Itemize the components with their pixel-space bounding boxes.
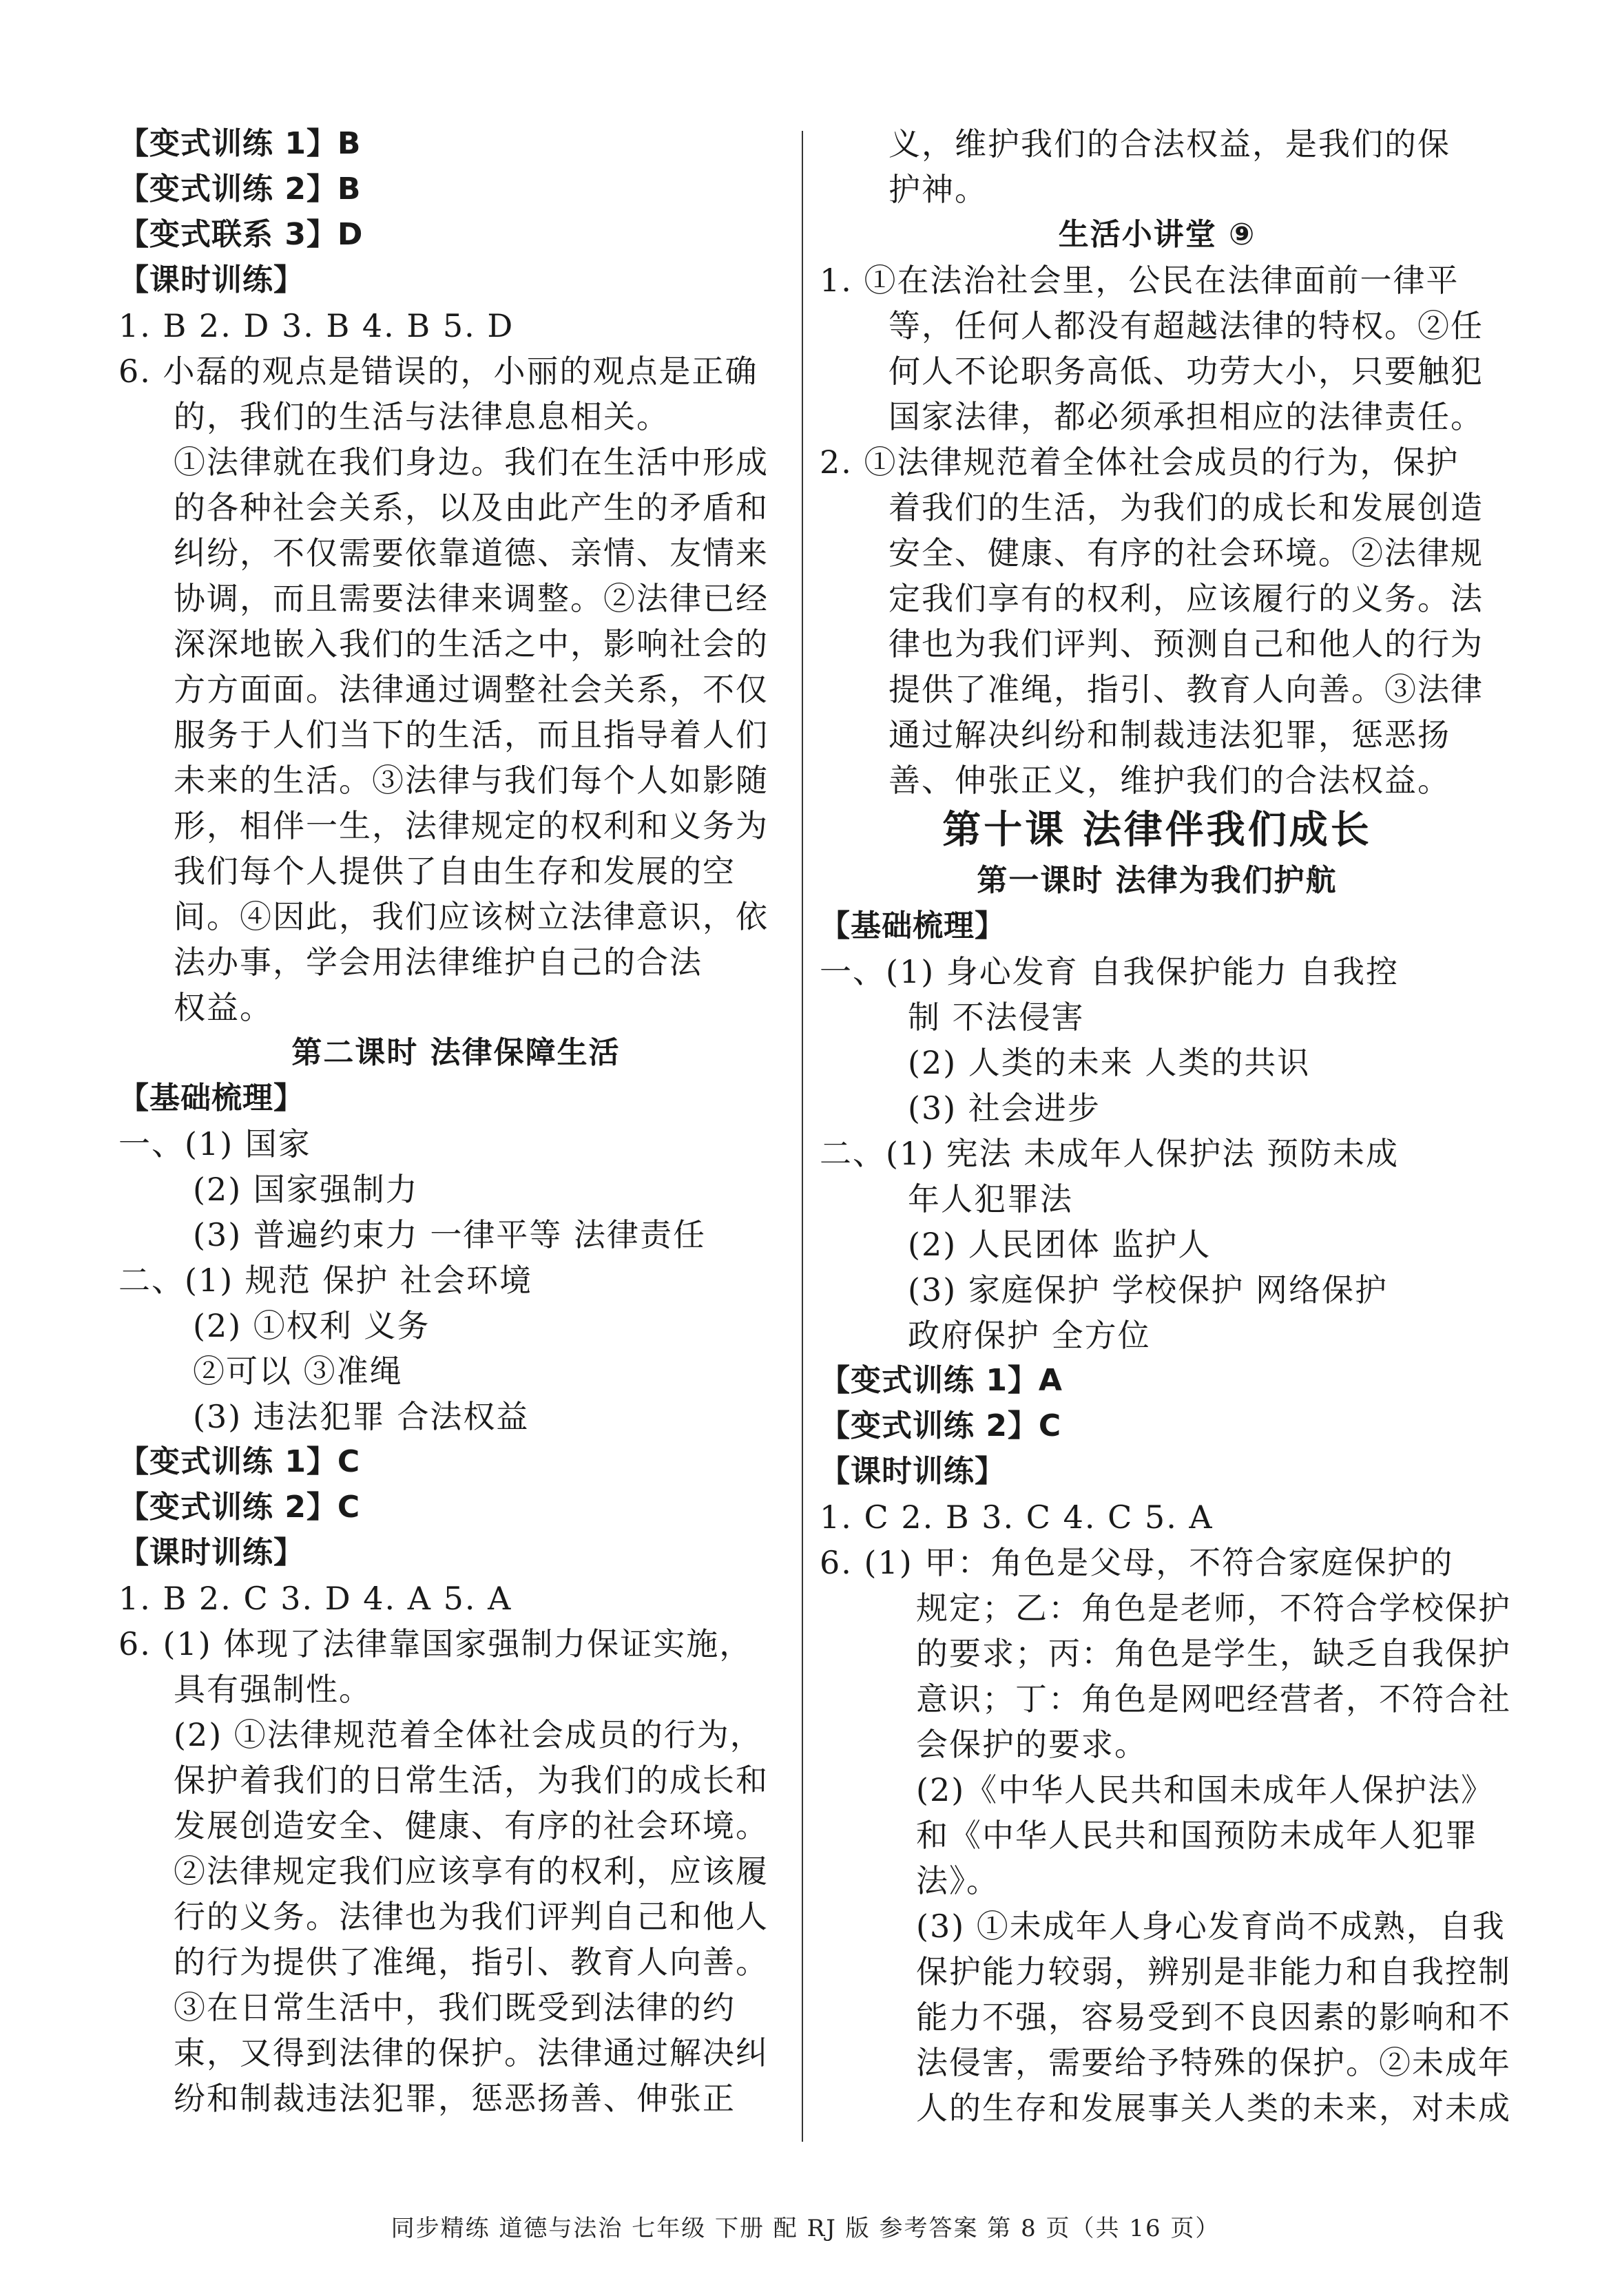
right-line: 一、(1) 身心发育 自我保护能力 自我控	[820, 953, 1400, 990]
left-line: 形，相伴一生，法律规定的权利和义务为	[174, 807, 769, 844]
left-line: 的各种社会关系，以及由此产生的矛盾和	[174, 489, 769, 526]
left-line: 【课时训练】	[118, 262, 304, 298]
right-line: 6. (1) 甲：角色是父母，不符合家庭保护的	[820, 1544, 1454, 1581]
right-line: 国家法律，都必须承担相应的法律责任。	[888, 398, 1484, 435]
right-line: 第一课时 法律为我们护航	[977, 863, 1338, 898]
left-line: 束，又得到法律的保护。法律通过解决纠	[174, 2034, 769, 2071]
right-line: (3) 社会进步	[908, 1089, 1101, 1127]
left-line: 一、(1) 国家	[118, 1125, 311, 1162]
column-divider	[802, 131, 803, 2142]
left-line: 纷和制裁违法犯罪，惩恶扬善、伸张正	[174, 2080, 736, 2117]
right-line: 着我们的生活，为我们的成长和发展创造	[888, 489, 1484, 526]
right-line: 提供了准绳，指引、教育人向善。③法律	[888, 671, 1484, 708]
right-line: 何人不论职务高低、功劳大小，只要触犯	[888, 353, 1484, 390]
right-line: 制 不法侵害	[908, 999, 1085, 1036]
right-line: 律也为我们评判、预测自己和他人的行为	[888, 625, 1484, 662]
left-line: 【变式训练 2】C	[118, 1490, 361, 1525]
right-line: 规定；乙：角色是老师，不符合学校保护	[916, 1589, 1511, 1627]
right-line: 能力不强，容易受到不良因素的影响和不	[916, 1998, 1511, 2036]
right-line: 【基础梳理】	[820, 908, 1006, 943]
left-line: ②法律规定我们应该享有的权利，应该履	[174, 1853, 769, 1890]
right-line: 安全、健康、有序的社会环境。②法律规	[888, 534, 1484, 572]
left-line: 第二课时 法律保障生活	[291, 1035, 621, 1070]
right-line: 意识；丁：角色是网吧经营者，不符合社	[916, 1680, 1511, 1718]
left-line: 未来的生活。③法律与我们每个人如影随	[174, 762, 769, 799]
page-footer: 同步精练 道德与法治 七年级 下册 配 RJ 版 参考答案 第 8 页（共 16 页）	[391, 2215, 1220, 2242]
left-line: 【变式联系 3】D	[118, 217, 364, 252]
right-line: 法侵害，需要给予特殊的保护。②未成年	[916, 2044, 1511, 2081]
left-column	[118, 121, 793, 2121]
left-line: 6. (1) 体现了法律靠国家强制力保证实施，	[118, 1625, 753, 1662]
right-line: 【课时训练】	[820, 1454, 1006, 1489]
right-line: 【变式训练 2】C	[820, 1408, 1062, 1443]
right-line: 人的生存和发展事关人类的未来，对未成	[916, 2089, 1511, 2127]
left-line: (3) 违法犯罪 合法权益	[193, 1398, 530, 1435]
right-line: 1. C 2. B 3. C 4. C 5. A	[820, 1499, 1214, 1536]
right-line: (3) ①未成年人身心发育尚不成熟，自我	[916, 1908, 1506, 1945]
right-line: 保护能力较弱，辨别是非能力和自我控制	[916, 1953, 1511, 1990]
left-line: 6. 小磊的观点是错误的，小丽的观点是正确	[118, 353, 758, 390]
left-line: 【变式训练 2】B	[118, 171, 362, 207]
left-line: 深深地嵌入我们的生活之中，影响社会的	[174, 625, 769, 662]
right-line: 【变式训练 1】A	[820, 1363, 1063, 1398]
left-line: 保护着我们的日常生活，为我们的成长和	[174, 1762, 769, 1799]
right-line: 年人犯罪法	[908, 1180, 1073, 1218]
right-line: 法》。	[916, 1862, 999, 1899]
left-line: 间。④因此，我们应该树立法律意识，依	[174, 898, 769, 935]
right-line: 义，维护我们的合法权益，是我们的保	[888, 125, 1451, 163]
left-line: ②可以 ③准绳	[193, 1353, 403, 1390]
left-line: (3) 普遍约束力 一律平等 法律责任	[193, 1216, 707, 1253]
left-line: 纠纷，不仅需要依靠道德、亲情、友情来	[174, 534, 769, 572]
left-line: 方方面面。法律通过调整社会关系，不仅	[174, 671, 769, 708]
right-line: 2. ①法律规范着全体社会成员的行为，保护	[820, 443, 1459, 481]
left-line: 的行为提供了准绳，指引、教育人向善。	[174, 1943, 769, 1981]
right-column	[820, 121, 1511, 2131]
left-line: 二、(1) 规范 保护 社会环境	[118, 1262, 533, 1299]
right-line: 护神。	[888, 171, 988, 208]
left-line: 行的义务。法律也为我们评判自己和他人	[174, 1898, 769, 1935]
left-line: (2) ①权利 义务	[193, 1307, 430, 1344]
right-line: 1. ①在法治社会里，公民在法律面前一律平	[820, 262, 1459, 299]
left-line: 【变式训练 1】B	[118, 126, 362, 161]
right-line: (2) 人民团体 监护人	[908, 1226, 1212, 1263]
right-line: (2) 人类的未来 人类的共识	[908, 1044, 1311, 1081]
left-line: 1. B 2. C 3. D 4. A 5. A	[118, 1580, 512, 1617]
right-line: 二、(1) 宪法 未成年人保护法 预防未成	[820, 1135, 1400, 1172]
right-line: 等，任何人都没有超越法律的特权。②任	[888, 307, 1484, 344]
right-line: (3) 家庭保护 学校保护 网络保护	[908, 1271, 1389, 1308]
left-line: 权益。	[174, 989, 273, 1026]
right-line: 第十课 法律伴我们成长	[942, 808, 1372, 853]
left-line: 发展创造安全、健康、有序的社会环境。	[174, 1807, 769, 1844]
right-line: 善、伸张正义，维护我们的合法权益。	[888, 762, 1451, 799]
left-line: (2) ①法律规范着全体社会成员的行为，	[174, 1716, 763, 1753]
left-line: 法办事，学会用法律维护自己的合法	[174, 943, 703, 981]
left-line: ①法律就在我们身边。我们在生活中形成	[174, 443, 769, 481]
left-line: 具有强制性。	[174, 1671, 372, 1708]
left-line: 【基础梳理】	[118, 1081, 304, 1116]
left-line: (2) 国家强制力	[193, 1171, 419, 1208]
right-line: 生活小讲堂 ⑨	[1058, 217, 1256, 252]
left-line: 【课时训练】	[118, 1535, 304, 1570]
left-line: 1. B 2. D 3. B 4. B 5. D	[118, 307, 515, 344]
left-line: 【变式训练 1】C	[118, 1444, 361, 1479]
right-line: 的要求；丙：角色是学生，缺乏自我保护	[916, 1635, 1511, 1672]
right-line: 政府保护 全方位	[908, 1317, 1151, 1354]
left-line: 服务于人们当下的生活，而且指导着人们	[174, 716, 769, 753]
left-line: 我们每个人提供了自由生存和发展的空	[174, 853, 736, 890]
left-line: 协调，而且需要法律来调整。②法律已经	[174, 580, 769, 617]
right-line: 通过解决纠纷和制裁违法犯罪，惩恶扬	[888, 716, 1451, 753]
right-line: 定我们享有的权利，应该履行的义务。法	[888, 580, 1484, 617]
right-line: (2)《中华人民共和国未成年人保护法》	[916, 1771, 1495, 1808]
right-line: 会保护的要求。	[916, 1726, 1147, 1763]
right-line: 和《中华人民共和国预防未成年人犯罪	[916, 1817, 1478, 1854]
left-line: ③在日常生活中，我们既受到法律的约	[174, 1989, 736, 2026]
left-line: 的，我们的生活与法律息息相关。	[174, 398, 669, 435]
